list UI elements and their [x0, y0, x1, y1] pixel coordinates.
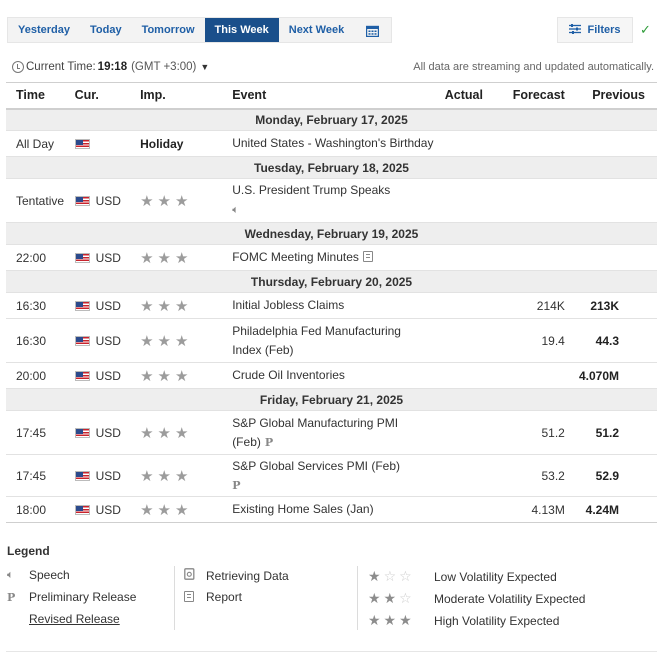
legend-title: Legend [7, 544, 50, 558]
event-actual [424, 363, 483, 389]
event-actual [424, 497, 483, 523]
high-volatility-stars-icon: ★★★ [368, 612, 415, 628]
high-volatility-stars-icon: ★★★ [140, 367, 193, 385]
legend-divider [357, 566, 358, 630]
event-name[interactable] [232, 179, 423, 223]
event-previous [565, 245, 657, 271]
event-previous: 52.9 [565, 455, 657, 497]
event-previous: 213K [565, 293, 657, 319]
day-header [6, 389, 657, 411]
header-actual: Actual [424, 83, 483, 109]
event-importance [140, 179, 232, 223]
legend-speech-label: Speech [29, 568, 70, 582]
tab-this-week[interactable]: This Week [205, 18, 279, 42]
filters-icon [569, 24, 581, 37]
day-date: Wednesday, February 19, 2025 [6, 223, 657, 245]
event-previous: 4.070M [565, 363, 657, 389]
event-importance [140, 293, 232, 319]
report-icon [363, 251, 373, 262]
high-volatility-stars-icon: ★★★ [140, 467, 193, 485]
table-row[interactable] [6, 319, 657, 363]
moderate-volatility-stars-icon: ★★☆ [368, 590, 415, 606]
event-forecast: 214K [483, 293, 565, 319]
event-importance [140, 319, 232, 363]
event-name[interactable]: Initial Jobless Claims [232, 293, 423, 319]
event-name[interactable]: Philadelphia Fed Manufacturing Index (Feb) [232, 319, 423, 363]
event-name[interactable] [232, 455, 423, 497]
currency-code: USD [95, 298, 121, 313]
tab-today[interactable]: Today [89, 24, 122, 36]
header-importance: Imp. [140, 83, 232, 109]
table-row[interactable] [6, 363, 657, 389]
header-forecast: Forecast [483, 83, 565, 109]
table-row[interactable] [6, 497, 657, 523]
current-time-value: 19:18 [97, 61, 128, 73]
high-volatility-stars-icon: ★★★ [140, 501, 193, 519]
table-row[interactable] [6, 455, 657, 497]
event-time: 18:00 [6, 497, 75, 523]
day-date: Tuesday, February 18, 2025 [6, 157, 657, 179]
event-time: All Day [6, 131, 75, 157]
tab-tomorrow[interactable]: Tomorrow [141, 24, 195, 36]
speech-icon: 🔈︎ [7, 568, 14, 581]
us-flag-icon [75, 196, 90, 206]
header-time: Time [6, 83, 75, 109]
event-importance [140, 363, 232, 389]
event-forecast: 51.2 [483, 411, 565, 455]
streaming-note: All data are streaming and updated automatically. [413, 61, 654, 73]
high-volatility-stars-icon: ★★★ [140, 297, 193, 315]
preliminary-release-icon: P [7, 590, 16, 604]
legend-speech [7, 568, 70, 582]
event-previous: 4.24M [565, 497, 657, 523]
us-flag-icon [75, 253, 90, 263]
event-currency [75, 319, 141, 363]
day-date: Friday, February 21, 2025 [6, 389, 657, 411]
event-forecast: 19.4 [483, 319, 565, 363]
legend-retrieving-label: Retrieving Data [206, 568, 289, 583]
event-time: 16:30 [6, 293, 75, 319]
event-time: 20:00 [6, 363, 75, 389]
filters-label: Filters [587, 24, 621, 36]
event-title: U.S. President Trump Speaks [232, 183, 391, 197]
retrieving-data-icon [184, 568, 206, 583]
filters-button[interactable] [557, 17, 633, 43]
economic-calendar-table [6, 82, 657, 523]
high-volatility-stars-icon: ★★★ [140, 332, 193, 350]
chevron-down-icon[interactable]: ▼ [200, 62, 210, 72]
legend-retrieving [184, 568, 289, 583]
event-actual [424, 411, 483, 455]
event-currency [75, 131, 141, 157]
currency-code: USD [95, 425, 121, 440]
day-date: Thursday, February 20, 2025 [6, 271, 657, 293]
legend-divider [174, 566, 175, 630]
event-importance [140, 245, 232, 271]
event-title: S&P Global Manufacturing PMI (Feb) [232, 415, 399, 449]
legend-moderate [368, 590, 585, 607]
us-flag-icon [75, 428, 90, 438]
table-row[interactable] [6, 179, 657, 223]
event-forecast [483, 363, 565, 389]
day-header [6, 157, 657, 179]
legend-low-label: Low Volatility Expected [434, 569, 557, 584]
legend-preliminary [7, 590, 136, 604]
event-previous: 44.3 [565, 319, 657, 363]
current-time-label: Current Time: [26, 61, 96, 73]
high-volatility-stars-icon: ★★★ [140, 192, 193, 210]
event-name[interactable] [232, 411, 423, 455]
bottom-divider [6, 651, 657, 652]
event-importance: Holiday [140, 131, 232, 157]
legend-high [368, 612, 559, 629]
us-flag-icon [75, 505, 90, 515]
preliminary-release-icon: P [232, 478, 241, 492]
event-time: 17:45 [6, 455, 75, 497]
event-previous [565, 131, 657, 157]
day-header [6, 223, 657, 245]
current-time-bar [12, 60, 654, 74]
legend-high-label: High Volatility Expected [434, 613, 560, 628]
legend-revised [7, 612, 120, 626]
event-currency [75, 179, 141, 223]
currency-code: USD [95, 333, 121, 348]
legend-revised-label: Revised Release [29, 612, 120, 626]
table-row[interactable] [6, 293, 657, 319]
date-range-tabs [7, 17, 392, 43]
preliminary-release-icon: P [264, 435, 274, 449]
day-date: Monday, February 17, 2025 [6, 109, 657, 131]
header-currency: Cur. [75, 83, 141, 109]
event-currency [75, 363, 141, 389]
event-currency [75, 411, 141, 455]
event-forecast [483, 245, 565, 271]
event-forecast [483, 179, 565, 223]
legend-low [368, 568, 557, 585]
currency-code: USD [95, 368, 121, 383]
currency-code: USD [95, 193, 121, 208]
tab-next-week[interactable]: Next Week [288, 24, 345, 36]
timezone-selector[interactable]: (GMT +3:00) [131, 61, 197, 73]
low-volatility-stars-icon: ★☆☆ [368, 568, 415, 584]
legend-report [184, 590, 242, 604]
legend-preliminary-label: Preliminary Release [29, 590, 137, 604]
header-event: Event [232, 83, 423, 109]
event-forecast: 4.13M [483, 497, 565, 523]
table-row[interactable] [6, 131, 657, 157]
event-forecast: 53.2 [483, 455, 565, 497]
us-flag-icon [75, 336, 90, 346]
legend-report-label: Report [206, 590, 243, 604]
currency-code: USD [95, 502, 121, 517]
day-header [6, 271, 657, 293]
table-row[interactable] [6, 411, 657, 455]
report-icon [184, 591, 206, 604]
us-flag-icon [75, 139, 90, 149]
calendar-icon[interactable] [354, 18, 391, 42]
us-flag-icon [75, 371, 90, 381]
currency-code: USD [95, 250, 121, 265]
event-actual [424, 319, 483, 363]
high-volatility-stars-icon: ★★★ [140, 424, 193, 442]
event-time: 22:00 [6, 245, 75, 271]
checkmark-icon[interactable]: ✓ [640, 22, 651, 37]
event-currency [75, 497, 141, 523]
event-importance [140, 411, 232, 455]
event-name[interactable]: Crude Oil Inventories [232, 363, 423, 389]
clock-icon [12, 61, 24, 73]
us-flag-icon [75, 301, 90, 311]
event-importance [140, 455, 232, 497]
legend-moderate-label: Moderate Volatility Expected [434, 591, 586, 606]
event-currency [75, 455, 141, 497]
event-previous [565, 179, 657, 223]
speech-icon: 🔈︎ [232, 204, 239, 216]
us-flag-icon [75, 471, 90, 481]
tab-yesterday[interactable]: Yesterday [18, 24, 70, 36]
event-actual [424, 293, 483, 319]
event-time: 16:30 [6, 319, 75, 363]
event-currency [75, 245, 141, 271]
event-actual [424, 179, 483, 223]
event-importance [140, 497, 232, 523]
event-time: 17:45 [6, 411, 75, 455]
event-forecast [483, 131, 565, 157]
event-time: Tentative [6, 179, 75, 223]
table-header [6, 83, 657, 109]
event-actual [424, 455, 483, 497]
event-name[interactable]: United States - Washington's Birthday [232, 131, 483, 157]
event-title: S&P Global Services PMI (Feb) [232, 458, 401, 473]
event-name[interactable] [232, 245, 483, 271]
event-previous: 51.2 [565, 411, 657, 455]
event-title: FOMC Meeting Minutes [232, 250, 359, 264]
day-header [6, 109, 657, 131]
header-previous: Previous [565, 83, 657, 109]
event-currency [75, 293, 141, 319]
event-name[interactable]: Existing Home Sales (Jan) [232, 497, 423, 523]
table-row[interactable] [6, 245, 657, 271]
high-volatility-stars-icon: ★★★ [140, 249, 193, 267]
currency-code: USD [95, 468, 121, 483]
